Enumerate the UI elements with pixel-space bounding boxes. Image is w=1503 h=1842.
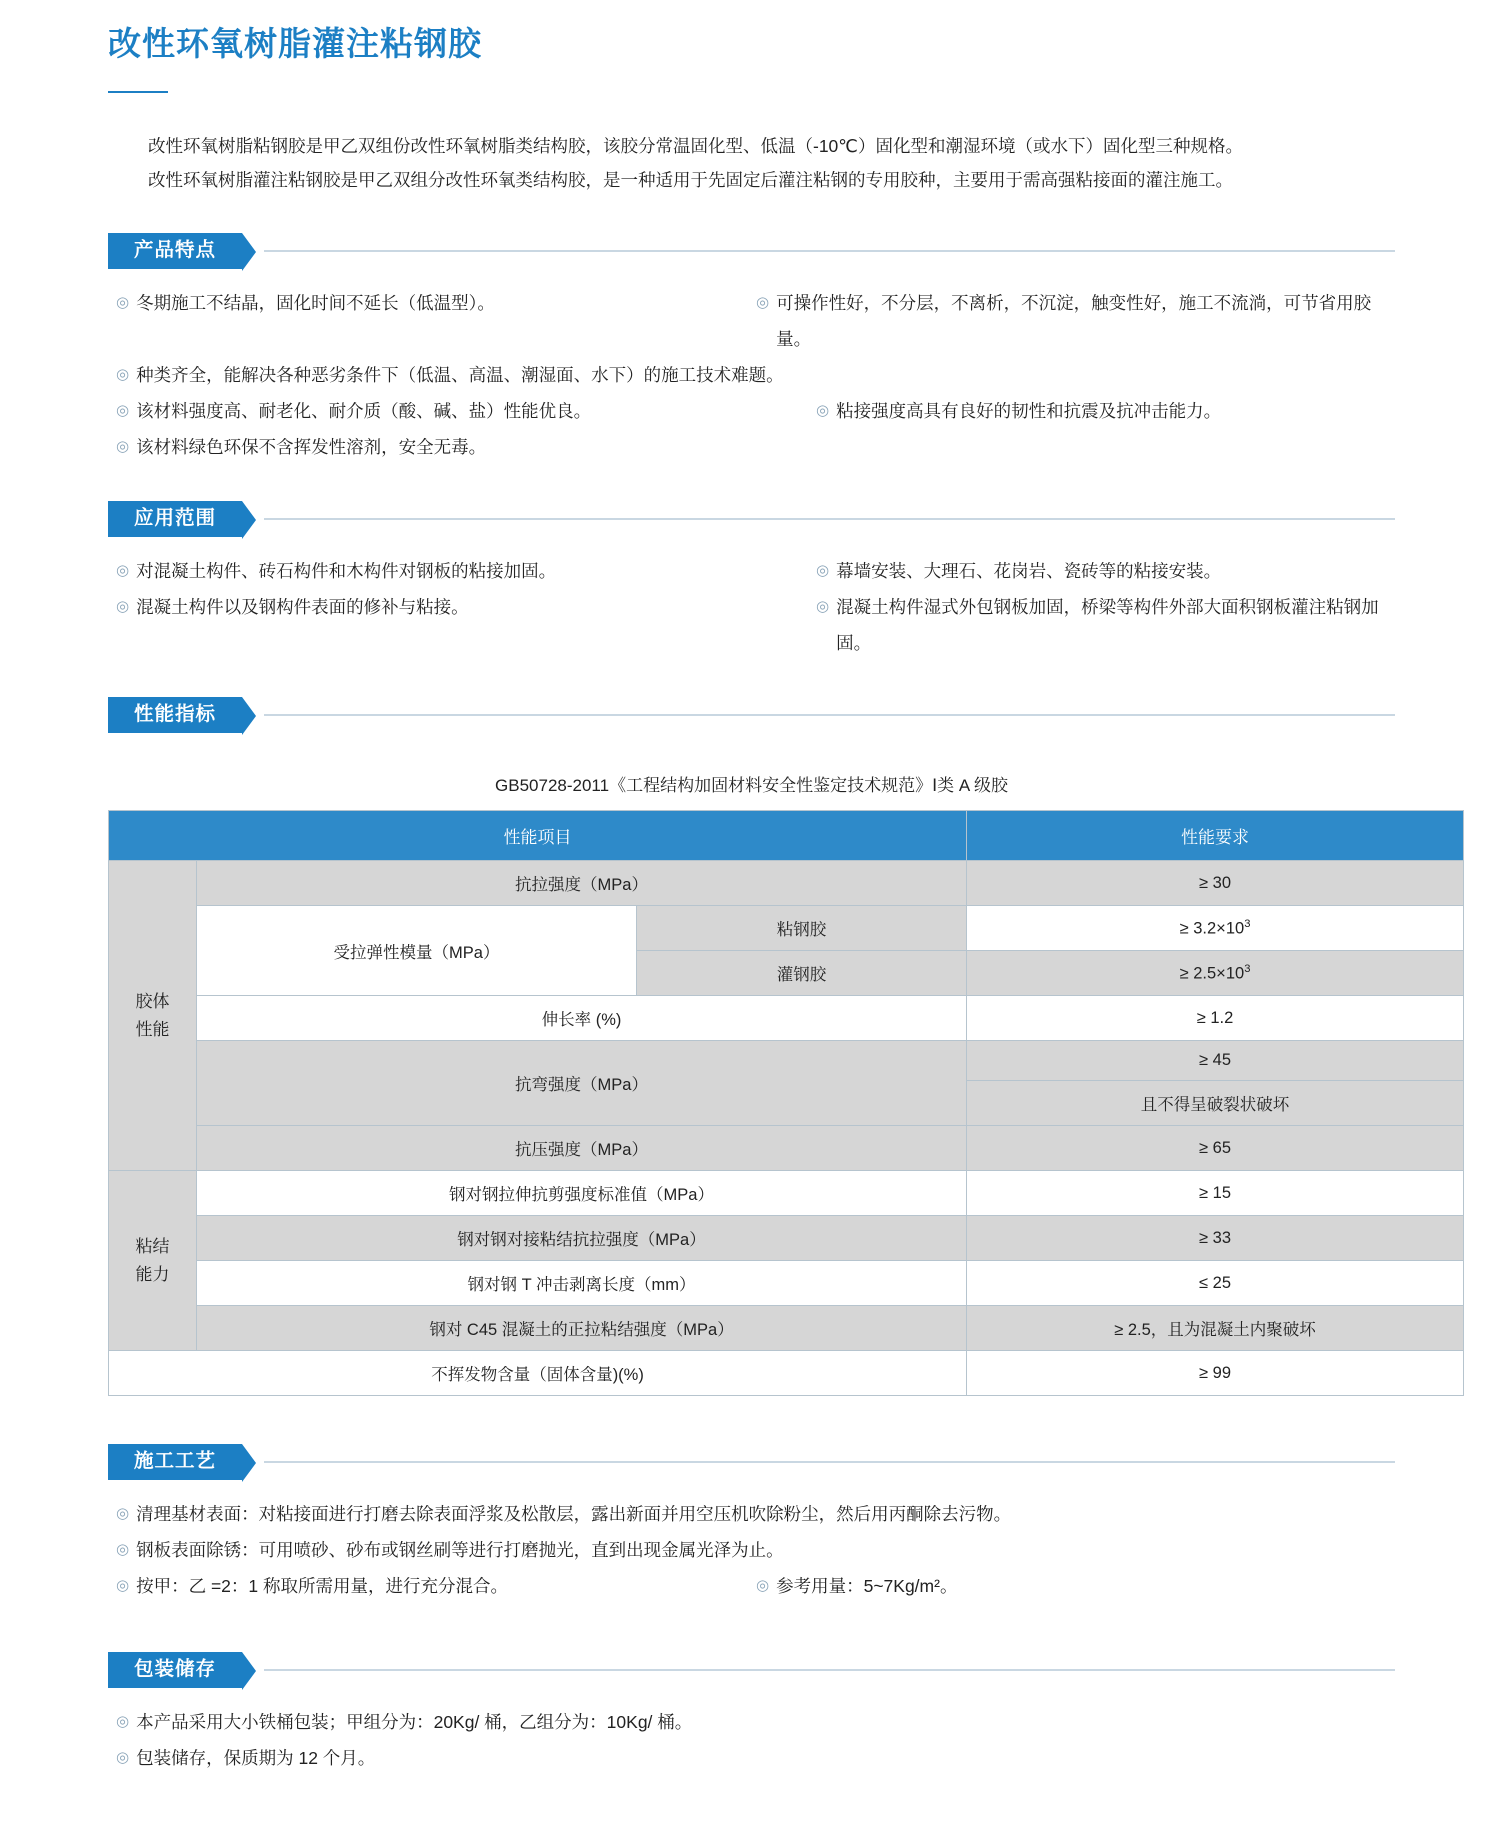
table-row xyxy=(109,996,1464,1041)
process-text: 参考用量：5~7Kg/m²。 xyxy=(776,1576,958,1596)
table-cell-item: 抗压强度（MPa） xyxy=(197,1126,967,1171)
bullet-icon: ◎ xyxy=(116,1505,130,1522)
application-item xyxy=(108,553,808,589)
feature-item xyxy=(108,285,748,321)
table-cell-value: ≥ 30 xyxy=(967,861,1464,906)
bullet-icon: ◎ xyxy=(116,1749,130,1766)
list-item xyxy=(108,285,1395,357)
feature-text: 该材料绿色环保不含挥发性溶剂，安全无毒。 xyxy=(136,437,487,457)
section-title-application: 应用范围 xyxy=(108,501,242,538)
table-cell-value: ≥ 65 xyxy=(967,1126,1464,1171)
section-features xyxy=(108,231,1395,465)
table-row xyxy=(109,861,1464,906)
table-cell-value: ≥ 99 xyxy=(967,1351,1464,1396)
table-cell-sub: 粘钢胶 xyxy=(637,906,967,951)
table-cell-value: ≥ 33 xyxy=(967,1216,1464,1261)
feature-item xyxy=(108,357,784,393)
bullet-icon: ◎ xyxy=(116,366,130,383)
list-item xyxy=(108,1496,1395,1532)
list-item xyxy=(108,589,1395,661)
packaging-list xyxy=(108,1704,1395,1776)
table-cell-value: ≥ 45 xyxy=(967,1041,1464,1081)
bullet-icon: ◎ xyxy=(116,438,130,455)
table-cell-item: 抗拉强度（MPa） xyxy=(197,861,967,906)
application-list xyxy=(108,553,1395,661)
section-title-features: 产品特点 xyxy=(108,233,242,270)
section-header-packaging xyxy=(108,1650,1395,1690)
table-cell-sub: 灌钢胶 xyxy=(637,951,967,996)
list-item xyxy=(108,429,1395,465)
packaging-item xyxy=(108,1740,375,1776)
section-packaging xyxy=(108,1650,1395,1776)
feature-text: 粘接强度高具有良好的韧性和抗震及抗冲击能力。 xyxy=(836,401,1222,421)
feature-text: 该材料强度高、耐老化、耐介质（酸、碱、盐）性能优良。 xyxy=(136,401,592,421)
table-cell-value: ≤ 25 xyxy=(967,1261,1464,1306)
table-row xyxy=(109,1171,1464,1216)
process-item xyxy=(108,1496,1011,1532)
feature-text: 冬期施工不结晶，固化时间不延长（低温型）。 xyxy=(136,293,495,313)
table-cell-item: 不挥发物含量（固体含量)(%) xyxy=(109,1351,967,1396)
section-application xyxy=(108,499,1395,661)
section-header-application xyxy=(108,499,1395,539)
table-row xyxy=(109,906,1464,951)
table-cell-item: 抗弯强度（MPa） xyxy=(197,1041,967,1126)
section-performance xyxy=(108,695,1395,1396)
table-cell-item: 钢对钢对接粘结抗拉强度（MPa） xyxy=(197,1216,967,1261)
packaging-text: 本产品采用大小铁桶包装；甲组分为：20Kg/ 桶，乙组分为：10Kg/ 桶。 xyxy=(136,1712,693,1732)
list-item xyxy=(108,1568,1395,1604)
table-row xyxy=(109,1126,1464,1171)
intro-paragraphs xyxy=(108,129,1395,197)
section-header-features xyxy=(108,231,1395,271)
bullet-icon: ◎ xyxy=(816,562,830,579)
table-header-value: 性能要求 xyxy=(967,811,1464,861)
application-item xyxy=(808,553,1395,589)
title-underline xyxy=(108,91,168,93)
table-cell-item: 钢对 C45 混凝土的正拉粘结强度（MPa） xyxy=(197,1306,967,1351)
process-item xyxy=(108,1568,748,1604)
table-cell-value: ≥ $3.2\times 10^3$ xyxy=(967,906,1464,951)
feature-text: 可操作性好，不分层，不离析，不沉淀，触变性好，施工不流淌，可节省用胶量。 xyxy=(776,293,1372,349)
section-divider xyxy=(264,714,1395,716)
packaging-item xyxy=(108,1704,692,1740)
bullet-icon: ◎ xyxy=(116,598,130,615)
section-title-performance: 性能指标 xyxy=(108,697,242,734)
bullet-icon: ◎ xyxy=(116,1541,130,1558)
list-item xyxy=(108,553,1395,589)
table-cell-item: 钢对钢 T 冲击剥离长度（mm） xyxy=(197,1261,967,1306)
bullet-icon: ◎ xyxy=(116,562,130,579)
table-cell-value: ≥ 2.5，且为混凝土内聚破坏 xyxy=(967,1306,1464,1351)
intro-line-2: 改性环氧树脂灌注粘钢胶是甲乙双组分改性环氧类结构胶，是一种适用于先固定后灌注粘钢的专用胶种，主要用于需高强粘接面的灌注施工。 xyxy=(148,170,1233,190)
feature-item xyxy=(748,285,1395,357)
intro-line-1: 改性环氧树脂粘钢胶是甲乙双组份改性环氧树脂类结构胶，该胶分常温固化型、低温（-10℃）固化型和潮湿环境（或水下）固化型三种规格。 xyxy=(148,136,1243,156)
process-text: 清理基材表面：对粘接面进行打磨去除表面浮浆及松散层，露出新面并用空压机吹除粉尘，然后用丙酮除去污物。 xyxy=(136,1504,1012,1524)
table-cell-item: 伸长率 (%) xyxy=(197,996,967,1041)
table-row xyxy=(109,1041,1464,1081)
table-row xyxy=(109,1351,1464,1396)
bullet-icon: ◎ xyxy=(816,598,830,615)
page-title: 改性环氧树脂灌注粘钢胶 xyxy=(108,25,482,62)
application-text: 混凝土构件以及钢构件表面的修补与粘接。 xyxy=(136,597,469,617)
application-item xyxy=(808,589,1395,661)
list-item xyxy=(108,357,1395,393)
process-list xyxy=(108,1496,1395,1604)
table-cell-value: 且不得呈破裂状破坏 xyxy=(967,1081,1464,1126)
application-text: 对混凝土构件、砖石构件和木构件对钢板的粘接加固。 xyxy=(136,561,557,581)
section-divider xyxy=(264,250,1395,252)
bullet-icon: ◎ xyxy=(116,1713,130,1730)
section-divider xyxy=(264,1461,1395,1463)
section-title-process: 施工工艺 xyxy=(108,1444,242,1481)
section-process xyxy=(108,1442,1395,1604)
feature-item xyxy=(108,393,808,429)
section-divider xyxy=(264,518,1395,520)
bullet-icon: ◎ xyxy=(116,1577,130,1594)
bullet-icon: ◎ xyxy=(116,402,130,419)
group-label-bonding: 粘结 能力 xyxy=(109,1171,197,1351)
table-cell-value: ≥ 1.2 xyxy=(967,996,1464,1041)
table-caption: GB50728-2011《工程结构加固材料安全性鉴定技术规范》Ⅰ类 A 级胶 xyxy=(495,776,1008,795)
table-header-item: 性能项目 xyxy=(109,811,967,861)
process-text: 按甲：乙 =2：1 称取所需用量，进行充分混合。 xyxy=(136,1576,509,1596)
table-row xyxy=(109,1261,1464,1306)
feature-text: 种类齐全，能解决各种恶劣条件下（低温、高温、潮湿面、水下）的施工技术难题。 xyxy=(136,365,784,385)
table-row xyxy=(109,1306,1464,1351)
features-list xyxy=(108,285,1395,465)
section-header-process xyxy=(108,1442,1395,1482)
list-item xyxy=(108,1704,1395,1740)
process-item xyxy=(108,1532,784,1568)
table-cell-value: ≥ $2.5\times 10^3$ xyxy=(967,951,1464,996)
table-cell-value: ≥ 15 xyxy=(967,1171,1464,1216)
table-row xyxy=(109,1216,1464,1261)
table-header-row xyxy=(109,811,1464,861)
page-bottom-spacer xyxy=(108,1776,1395,1802)
performance-table xyxy=(108,810,1464,1396)
bullet-icon: ◎ xyxy=(116,294,130,311)
packaging-text: 包装储存，保质期为 12 个月。 xyxy=(136,1748,376,1768)
table-cell-item: 钢对钢拉伸抗剪强度标准值（MPa） xyxy=(197,1171,967,1216)
process-item xyxy=(748,1568,1395,1604)
table-cell-item: 受拉弹性模量（MPa） xyxy=(197,906,637,996)
bullet-icon: ◎ xyxy=(756,294,770,311)
application-text: 幕墙安装、大理石、花岗岩、瓷砖等的粘接安装。 xyxy=(836,561,1222,581)
process-text: 钢板表面除锈：可用喷砂、砂布或钢丝刷等进行打磨抛光，直到出现金属光泽为止。 xyxy=(136,1540,784,1560)
list-item xyxy=(108,1740,1395,1776)
bullet-icon: ◎ xyxy=(816,402,830,419)
list-item xyxy=(108,393,1395,429)
application-text: 混凝土构件湿式外包钢板加固，桥梁等构件外部大面积钢板灌注粘钢加固。 xyxy=(836,597,1379,653)
section-header-performance xyxy=(108,695,1395,735)
list-item xyxy=(108,1532,1395,1568)
section-divider xyxy=(264,1669,1395,1671)
feature-item xyxy=(808,393,1395,429)
section-title-packaging: 包装储存 xyxy=(108,1652,242,1689)
application-item xyxy=(108,589,808,625)
feature-item xyxy=(108,429,486,465)
bullet-icon: ◎ xyxy=(756,1577,770,1594)
group-label-colloid: 胶体 性能 xyxy=(109,861,197,1171)
